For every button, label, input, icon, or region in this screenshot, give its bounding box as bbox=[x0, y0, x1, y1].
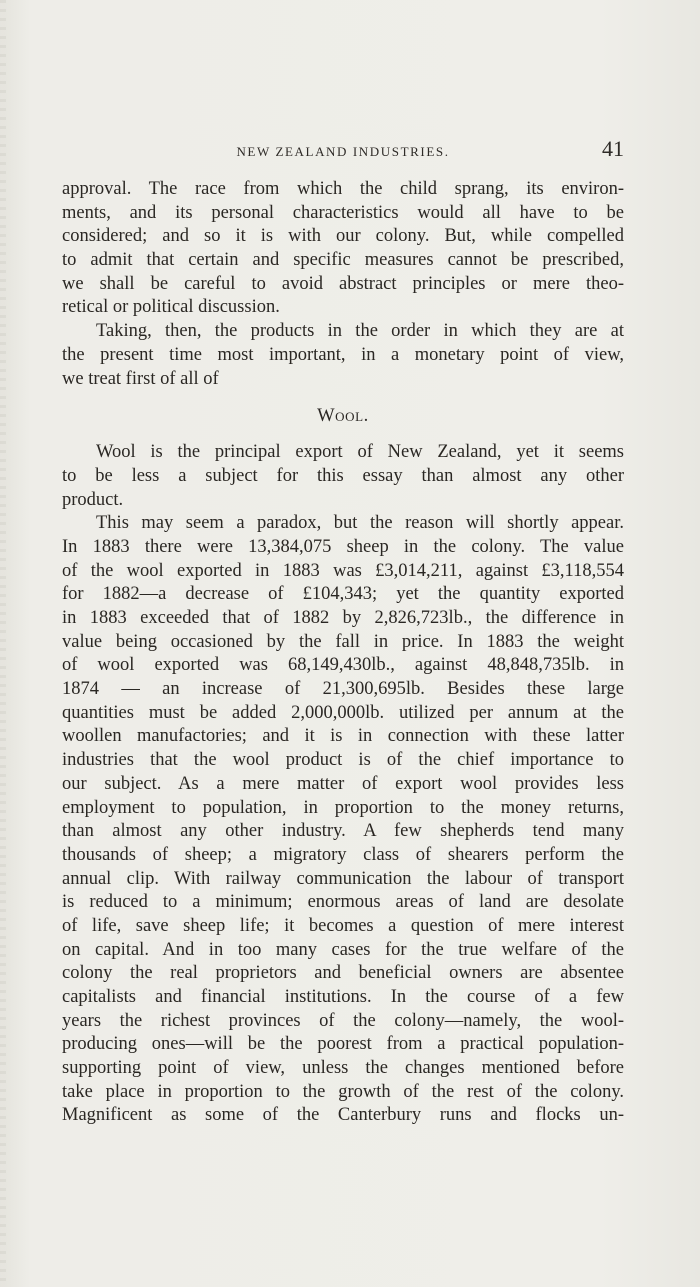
text-line: of the wool exported in 1883 was £3,014,211, against £3,118,554 bbox=[62, 560, 624, 581]
section-heading bbox=[62, 391, 624, 441]
text-line: considered; and so it is with our colony. But, while compelled bbox=[62, 226, 624, 247]
text-line: value being occasioned by the fall in price. In 1883 the weight bbox=[62, 631, 624, 652]
text-line: quantities must be added 2,000,000lb. utilized per annum at the bbox=[62, 702, 624, 723]
text-line: thousands of sheep; a migratory class of shearers perform the bbox=[62, 844, 624, 865]
text-line: capitalists and financial institutions. In the course of a few bbox=[62, 987, 624, 1007]
text-line: ments, and its personal characteristics would all have to be bbox=[62, 202, 624, 223]
text-line: annual clip. With railway communication the labour of transport bbox=[62, 868, 624, 889]
body-text bbox=[62, 178, 624, 1128]
text-line: This may seem a paradox, but the reason will shortly appear. bbox=[96, 513, 624, 534]
running-title: NEW ZEALAND INDUSTRIES. bbox=[236, 144, 450, 159]
text-line: retical or political discussion. bbox=[62, 297, 280, 318]
text-line: for 1882—a decrease of £104,343; yet the quantity exported bbox=[62, 584, 624, 605]
text-line: of wool exported was 68,149,430lb., against 48,848,735lb. in bbox=[62, 655, 624, 676]
text-line: Wool is the principal export of New Zealand, yet it seems bbox=[96, 442, 624, 463]
text-line: employment to population, in proportion to the money returns, bbox=[62, 797, 624, 818]
text-line: to admit that certain and specific measures cannot be prescribed, bbox=[62, 250, 624, 271]
text-line: than almost any other industry. A few shepherds tend many bbox=[62, 821, 624, 842]
text-line: woollen manufactories; and it is in connection with these latter bbox=[62, 726, 624, 747]
text-line: we treat first of all of bbox=[62, 368, 219, 389]
text-line: Taking, then, the products in the order in which they are at bbox=[96, 321, 624, 342]
text-line: in 1883 exceeded that of 1882 by 2,826,723lb., the difference in bbox=[62, 608, 624, 628]
text-line: the present time most important, in a monetary point of view, bbox=[62, 344, 624, 365]
text-line: of life, save sheep life; it becomes a question of mere interest bbox=[62, 915, 624, 936]
binding-edge bbox=[0, 0, 6, 1287]
text-line: 1874 — an increase of 21,300,695lb. Besides these large bbox=[62, 679, 624, 700]
text-line: Magnificent as some of the Canterbury runs and flocks un- bbox=[62, 1105, 624, 1126]
text-line: years the richest provinces of the colony—namely, the wool- bbox=[62, 1010, 624, 1031]
text-line: on capital. And in too many cases for the true welfare of the bbox=[62, 939, 624, 960]
text-line: producing ones—will be the poorest from a practical population- bbox=[62, 1034, 624, 1055]
text-line: colony the real proprietors and beneficial owners are absentee bbox=[62, 963, 624, 984]
text-line: In 1883 there were 13,384,075 sheep in the colony. The value bbox=[62, 536, 624, 557]
text-line: our subject. As a mere matter of export wool provides less bbox=[62, 773, 624, 794]
text-line: approval. The race from which the child sprang, its environ- bbox=[62, 179, 624, 199]
page-number: 41 bbox=[602, 136, 624, 161]
text-line: supporting point of view, unless the changes mentioned before bbox=[62, 1058, 624, 1079]
text-line: to be less a subject for this essay than almost any other bbox=[62, 465, 624, 486]
section-heading-text: Wool. bbox=[317, 406, 369, 427]
running-head bbox=[62, 136, 624, 164]
text-line: product. bbox=[62, 489, 124, 510]
text-line: is reduced to a minimum; enormous areas of land are desolate bbox=[62, 892, 624, 913]
text-line: we shall be careful to avoid abstract principles or mere theo- bbox=[62, 273, 624, 294]
text-line: industries that the wool product is of the chief importance to bbox=[62, 750, 624, 771]
text-line: take place in proportion to the growth of the rest of the colony. bbox=[62, 1081, 624, 1102]
